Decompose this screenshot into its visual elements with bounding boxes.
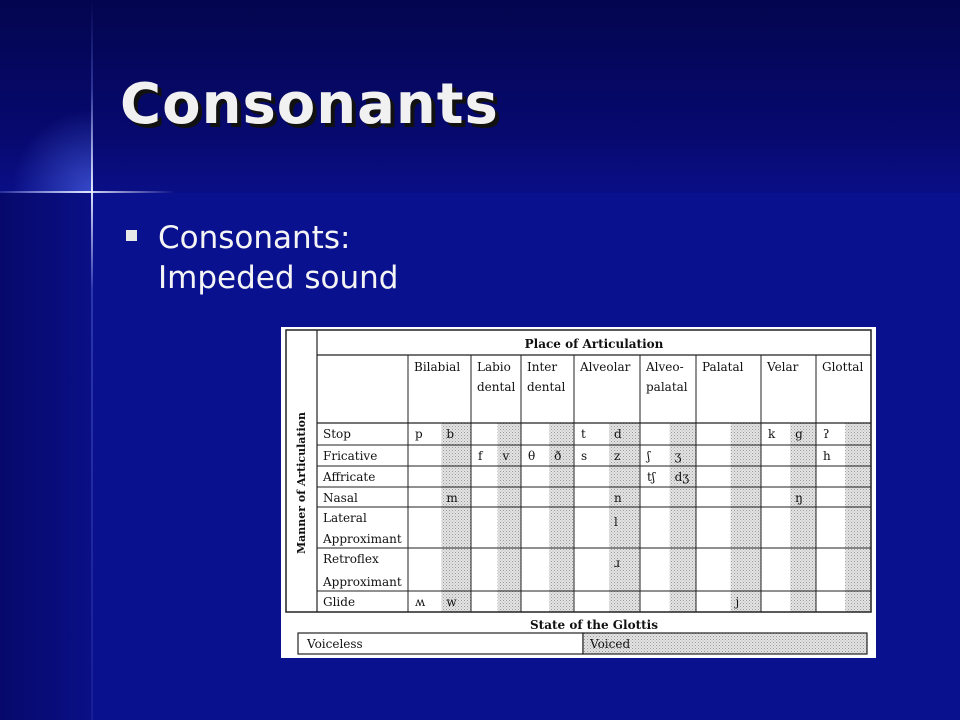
sparkle-horizontal-line xyxy=(0,191,175,193)
phoneme-symbol: v xyxy=(502,449,510,463)
phoneme-symbol: ʍ xyxy=(415,595,426,609)
manner-label: Glide xyxy=(323,595,356,609)
place-label: Palatal xyxy=(702,360,744,374)
phoneme-symbol: ŋ xyxy=(795,491,803,505)
phoneme-symbol: f xyxy=(478,449,483,463)
voiced-column-shading xyxy=(790,423,816,612)
manner-of-articulation-header: Manner of Articulation xyxy=(295,411,308,555)
voiced-column-shading xyxy=(441,423,471,612)
phoneme-symbol: θ xyxy=(528,449,536,463)
manner-label-line2: Approximant xyxy=(323,575,402,589)
place-label-line2: palatal xyxy=(646,380,688,394)
voiced-column-shading xyxy=(730,423,761,612)
phoneme-symbol: h xyxy=(823,449,831,463)
voiced-column-shading xyxy=(845,423,871,612)
phoneme-symbol: t xyxy=(581,427,586,441)
place-label: Alveo- xyxy=(646,360,684,374)
bullet-text xyxy=(158,218,478,298)
manner-label: Stop xyxy=(323,427,351,441)
place-label-line2: dental xyxy=(477,380,516,394)
voiceless-label: Voiceless xyxy=(307,637,363,651)
phoneme-symbol: ʃ xyxy=(647,449,651,463)
voiced-label: Voiced xyxy=(590,637,631,651)
phoneme-symbol: l xyxy=(613,515,618,529)
phoneme-symbol: tʃ xyxy=(647,470,656,484)
state-of-glottis-header: State of the Glottis xyxy=(530,618,658,632)
place-label: Inter xyxy=(527,360,558,374)
phoneme-symbol: ʔ xyxy=(823,427,830,441)
phoneme-symbol: k xyxy=(768,427,776,441)
bullet-line-2: Impeded sound xyxy=(158,260,399,296)
phoneme-symbol: g xyxy=(795,427,803,441)
place-label: Bilabial xyxy=(414,360,461,374)
phoneme-symbol: p xyxy=(415,427,423,441)
place-of-articulation-header: Place of Articulation xyxy=(524,337,664,351)
place-label: Alveolar xyxy=(580,360,631,374)
slide-title: Consonants xyxy=(120,72,499,137)
place-label: Labio xyxy=(477,360,511,374)
voiced-column-shading xyxy=(670,423,696,612)
phoneme-symbol: d xyxy=(613,427,622,441)
phoneme-symbol: dʒ xyxy=(674,470,690,484)
phoneme-symbol: ʒ xyxy=(674,449,682,463)
place-label: Glottal xyxy=(822,360,864,374)
manner-label: Nasal xyxy=(323,491,358,505)
manner-label: Fricative xyxy=(323,449,378,463)
phoneme-symbol: z xyxy=(613,449,621,463)
phoneme-symbol: w xyxy=(446,595,457,609)
place-label: Velar xyxy=(767,360,799,374)
phoneme-symbol: s xyxy=(581,449,588,463)
manner-label: Lateral xyxy=(323,511,367,525)
bullet-line-1: Consonants: xyxy=(158,220,351,256)
consonant-chart-image xyxy=(281,327,876,658)
consonant-chart xyxy=(281,327,876,658)
bullet-square-icon xyxy=(126,230,137,241)
manner-label: Affricate xyxy=(323,470,376,484)
phoneme-symbol: j xyxy=(735,595,740,609)
manner-label: Retroflex xyxy=(323,552,379,566)
phoneme-symbol: ð xyxy=(554,449,562,463)
place-label-line2: dental xyxy=(527,380,566,394)
phoneme-symbol: ɹ xyxy=(613,556,620,570)
phoneme-symbol: n xyxy=(613,491,622,505)
sparkle-vertical-line xyxy=(91,0,93,720)
phoneme-symbol: b xyxy=(446,427,455,441)
phoneme-symbol: m xyxy=(446,491,458,505)
voiced-column-shading xyxy=(549,423,574,612)
manner-label-line2: Approximant xyxy=(323,532,402,546)
sparkle-glow xyxy=(0,0,92,193)
